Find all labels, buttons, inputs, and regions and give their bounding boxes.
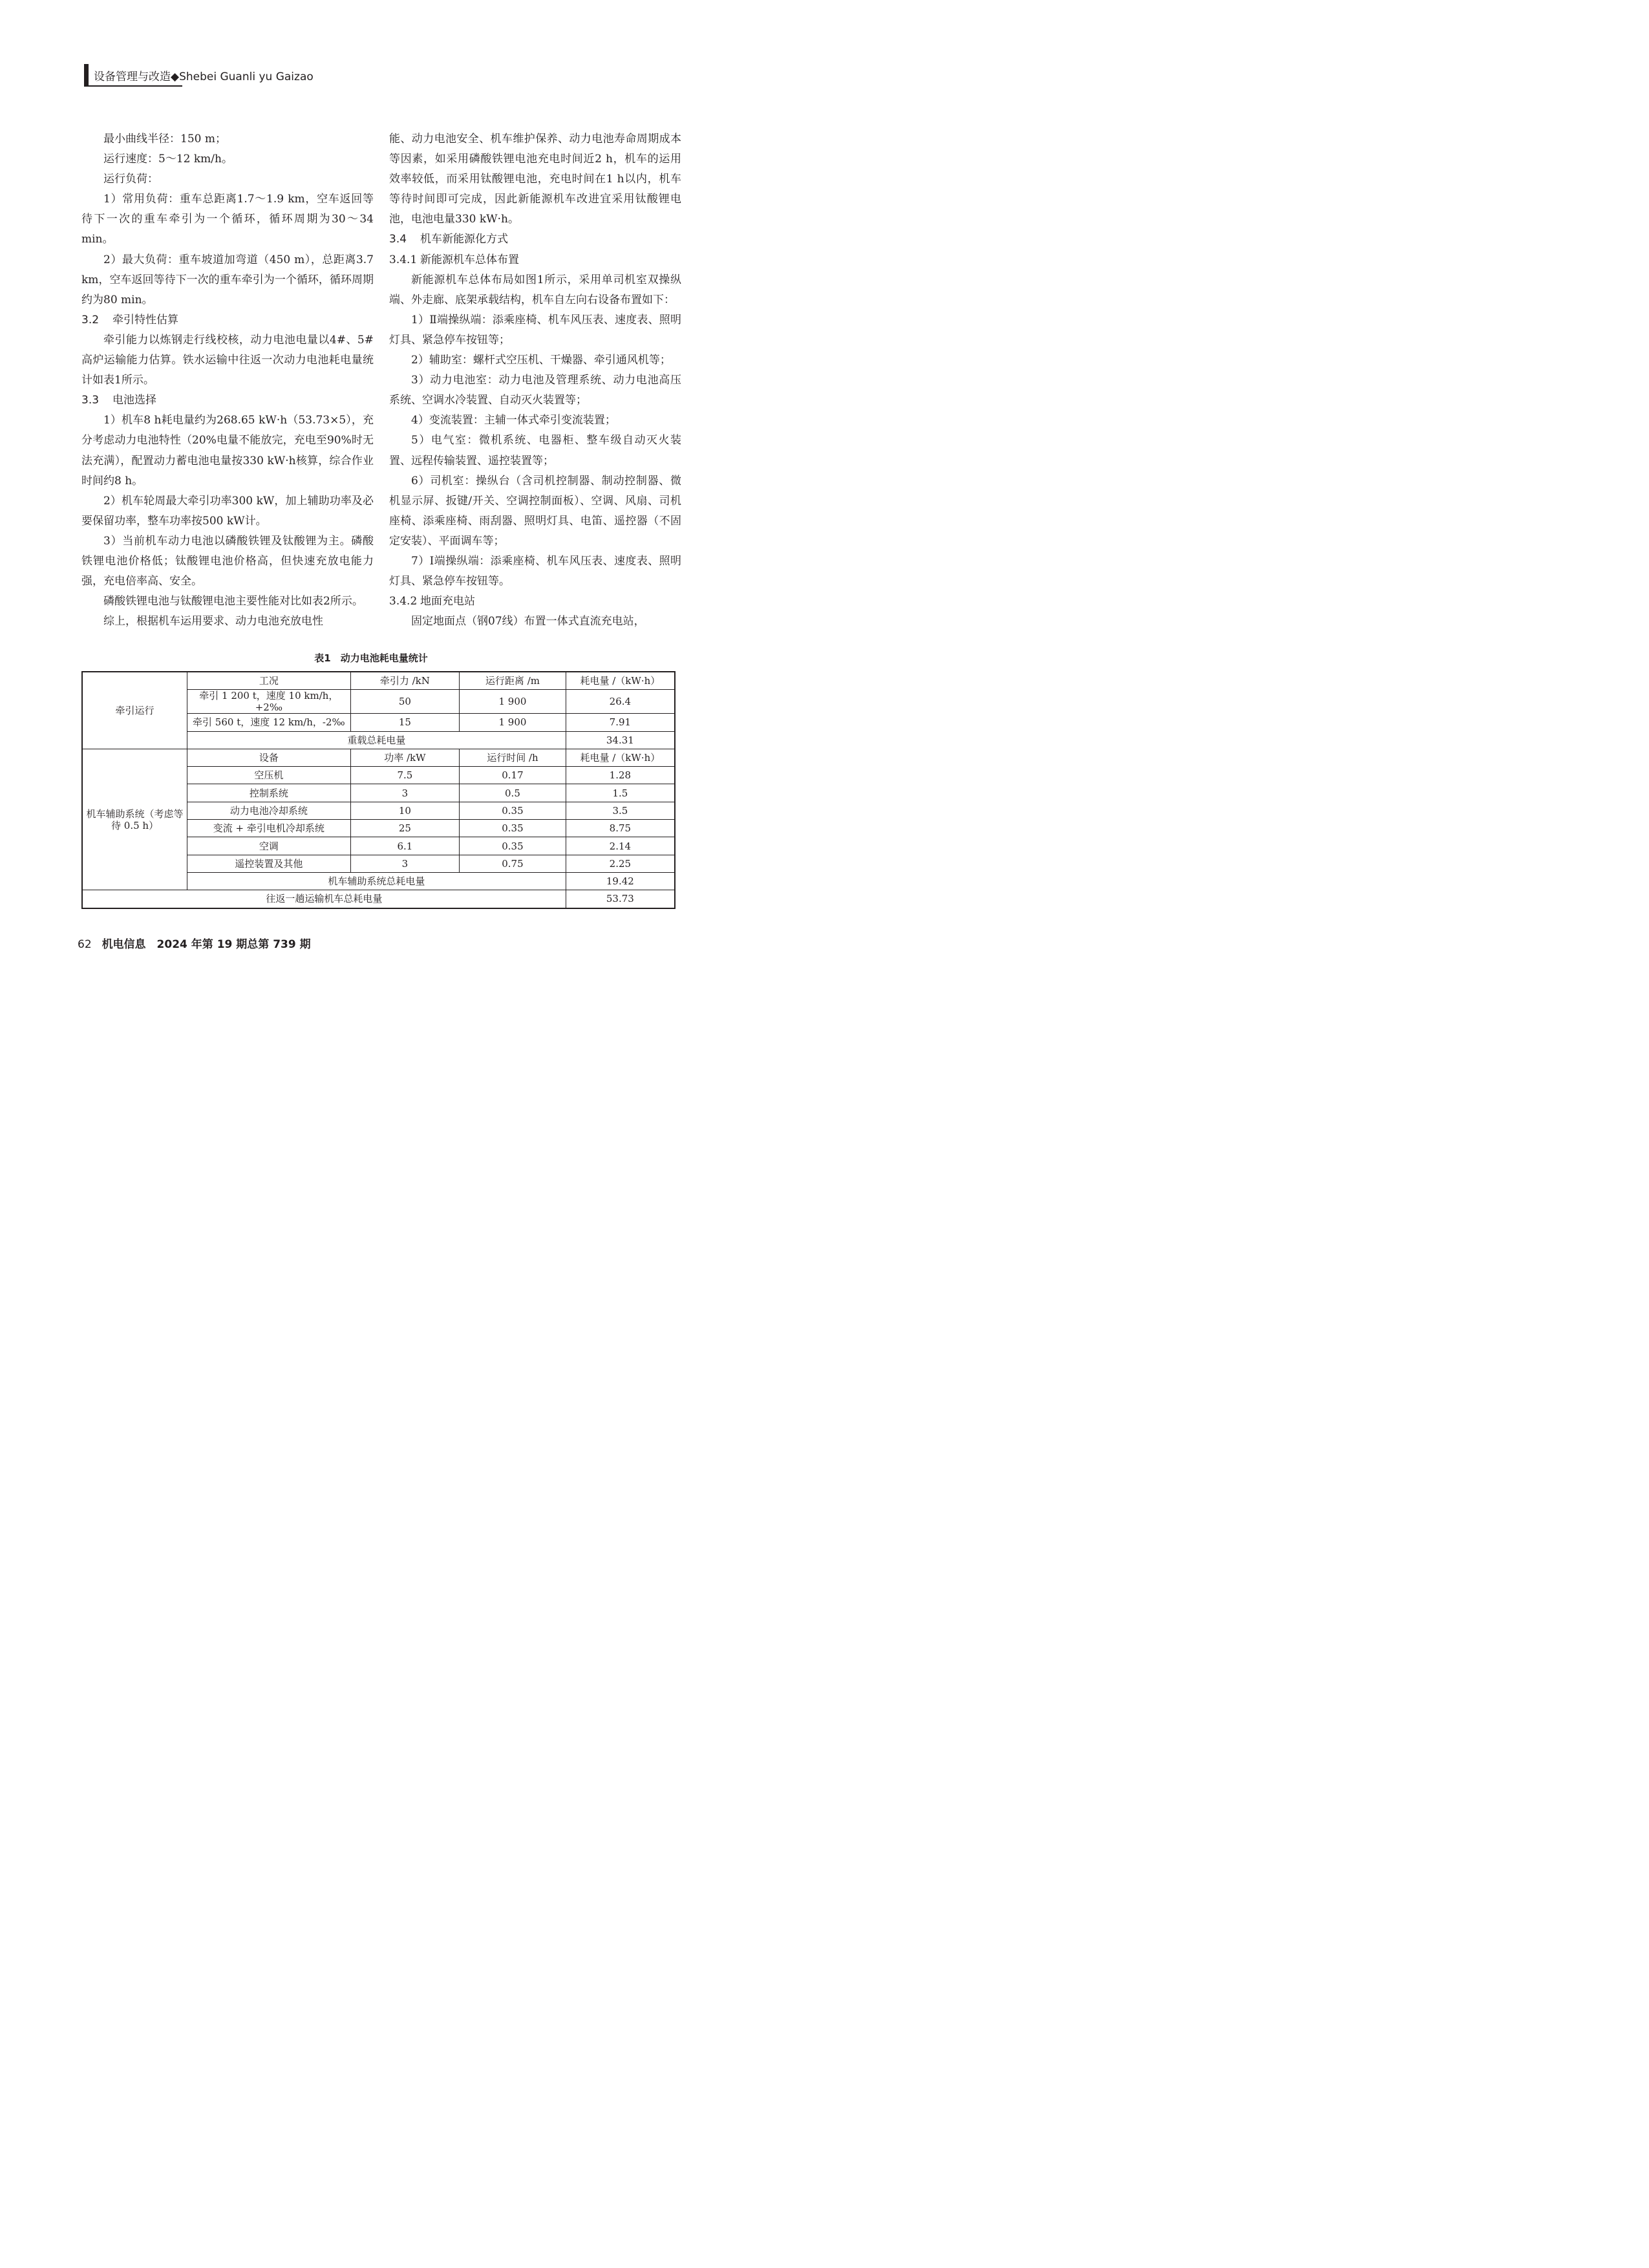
heading-number: 3.4.2	[389, 595, 418, 608]
header-text: 设备管理与改造◆Shebei Guanli yu Gaizao	[94, 70, 314, 83]
heading-number: 3.2	[81, 313, 100, 326]
column-header-cell: 运行时间 /h	[460, 749, 566, 766]
table-cell: 0.17	[460, 767, 566, 784]
section-heading	[81, 390, 374, 411]
table-cell: 3	[350, 855, 460, 872]
subtotal-label-cell: 机车辅助系统总耗电量	[187, 872, 566, 890]
table-cell: 0.35	[460, 837, 566, 855]
table1-caption: 表1 动力电池耗电量统计	[314, 652, 428, 664]
table-cell: 牵引 560 t，速度 12 km/h，-2‰	[187, 714, 350, 731]
table-cell: 牵引 1 200 t，速度 10 km/h，+2‰	[187, 690, 350, 714]
paragraph: 3）动力电池室：动力电池及管理系统、动力电池高压系统、空调水冷装置、自动灭火装置等；	[389, 374, 681, 407]
column-header-cell: 工况	[187, 672, 350, 690]
grand-total-value-cell: 53.73	[566, 890, 675, 908]
paragraph: 能、动力电池安全、机车维护保养、动力电池寿命周期成本等因素，如采用磷酸铁锂电池充电时间近2 h，机车的运用效率较低，而采用钛酸锂电池，充电时间在1 h以内，机车等待时间即可完成，因此新能源机车改进宜采用钛酸锂电池，电池电量330 kW·h。	[389, 133, 681, 226]
paragraph: 6）司机室：操纵台（含司机控制器、制动控制器、微机显示屏、扳键/开关、空调控制面板）、空调、风扇、司机座椅、添乘座椅、雨刮器、照明灯具、电笛、遥控器（不固定安装）、平面调车等；	[389, 474, 681, 548]
heading-text: 牵引特性估算	[112, 313, 178, 326]
paragraph: 新能源机车总体布局如图1所示，采用单司机室双操纵端、外走廊、底架承载结构，机车自左向右设备布置如下：	[389, 273, 681, 306]
page-number: 62	[78, 938, 92, 951]
table-cell: 25	[350, 820, 460, 837]
heading-number: 3.4	[389, 233, 407, 246]
heading-text: 机车新能源化方式	[420, 233, 508, 246]
left-column	[81, 129, 374, 632]
table-cell: 1 900	[460, 714, 566, 731]
table-cell: 0.75	[460, 855, 566, 872]
column-header-cell: 运行距离 /m	[460, 672, 566, 690]
group-label-cell: 机车辅助系统（考虑等待 0.5 h）	[82, 749, 187, 890]
column-header-cell: 耗电量 /（kW·h）	[566, 672, 675, 690]
table-cell: 0.5	[460, 784, 566, 802]
table-cell: 2.14	[566, 837, 675, 855]
table-cell: 50	[350, 690, 460, 714]
heading-number: 3.3	[81, 394, 100, 407]
paragraph: 牵引能力以炼钢走行线校核，动力电池电量以4#、5#高炉运输能力估算。铁水运输中往返一次动力电池耗电量统计如表1所示。	[81, 333, 374, 387]
heading-text: 地面充电站	[420, 595, 475, 608]
table-cell: 26.4	[566, 690, 675, 714]
table-cell: 7.91	[566, 714, 675, 731]
paragraph: 1）Ⅱ端操纵端：添乘座椅、机车风压表、速度表、照明灯具、紧急停车按钮等；	[389, 313, 681, 347]
table-cell: 15	[350, 714, 460, 731]
table-cell: 1 900	[460, 690, 566, 714]
running-header	[84, 63, 314, 87]
column-header-cell: 功率 /kW	[350, 749, 460, 766]
journal-info: 机电信息 2024 年第 19 期总第 739 期	[101, 938, 311, 951]
table-cell: 7.5	[350, 767, 460, 784]
header-underline	[84, 85, 182, 87]
table-cell: 遥控装置及其他	[187, 855, 350, 872]
subtotal-value-cell: 34.31	[566, 731, 675, 749]
table-cell: 0.35	[460, 802, 566, 819]
table-cell: 控制系统	[187, 784, 350, 802]
paragraph: 5）电气室：微机系统、电器柜、整车级自动灭火装置、远程传输装置、遥控装置等；	[389, 434, 681, 467]
group-label-cell: 牵引运行	[82, 672, 187, 749]
table-cell: 变流 + 牵引电机冷却系统	[187, 820, 350, 837]
section-heading	[81, 310, 374, 330]
table-cell: 1.5	[566, 784, 675, 802]
table-cell: 3.5	[566, 802, 675, 819]
table-cell: 0.35	[460, 820, 566, 837]
table-cell: 2.25	[566, 855, 675, 872]
subtotal-value-cell: 19.42	[566, 872, 675, 890]
paragraph: 磷酸铁锂电池与钛酸锂电池主要性能对比如表2所示。	[103, 595, 363, 608]
right-column	[389, 129, 681, 632]
paragraph: 4）变流装置：主辅一体式牵引变流装置；	[411, 414, 616, 427]
header-bar	[84, 64, 89, 86]
column-header-cell: 牵引力 /kN	[350, 672, 460, 690]
table-cell: 3	[350, 784, 460, 802]
column-header-cell: 耗电量 /（kW·h）	[566, 749, 675, 766]
section-heading	[389, 230, 681, 250]
grand-total-label-cell: 往返一趟运输机车总耗电量	[82, 890, 566, 908]
paragraph: 2）机车轮周最大牵引功率300 kW，加上辅助功率及必要保留功率，整车功率按500 kW计。	[81, 494, 374, 528]
paragraph: 综上，根据机车运用要求、动力电池充放电性	[103, 615, 323, 628]
paragraph: 固定地面点（钢07线）布置一体式直流充电站，	[411, 615, 645, 628]
heading-text: 电池选择	[112, 394, 156, 407]
paragraph: 1）机车8 h耗电量约为268.65 kW·h（53.73×5），充分考虑动力电池特性（20%电量不能放完，充电至90%时无法充满），配置动力蓄电池电量按330 kW·h核算，综合作业时间约8 h。	[81, 414, 374, 487]
table-cell: 10	[350, 802, 460, 819]
heading-number: 3.4.1	[389, 253, 418, 266]
subtotal-label-cell: 重载总耗电量	[187, 731, 566, 749]
subsection-heading	[389, 592, 681, 612]
table-grand-total-row	[82, 890, 675, 908]
paragraph: 运行速度：5～12 km/h。	[103, 153, 233, 166]
table-header-row	[82, 749, 675, 766]
table-cell: 6.1	[350, 837, 460, 855]
table-cell: 空压机	[187, 767, 350, 784]
table-cell: 1.28	[566, 767, 675, 784]
heading-text: 新能源机车总体布置	[420, 253, 519, 266]
paragraph: 7）Ⅰ端操纵端：添乘座椅、机车风压表、速度表、照明灯具、紧急停车按钮等。	[389, 554, 681, 588]
paragraph: 最小曲线半径：150 m；	[103, 133, 226, 145]
paragraph: 运行负荷：	[103, 173, 158, 186]
paragraph: 3）当前机车动力电池以磷酸铁锂及钛酸锂为主。磷酸铁锂电池价格低；钛酸锂电池价格高，但快速充放电能力强，充电倍率高、安全。	[81, 534, 374, 588]
column-header-cell: 设备	[187, 749, 350, 766]
table-cell: 空调	[187, 837, 350, 855]
paragraph: 2）辅助室：螺杆式空压机、干燥器、牵引通风机等；	[411, 354, 671, 367]
subsection-heading	[389, 250, 681, 270]
paragraph: 1）常用负荷：重车总距离1.7～1.9 km，空车返回等待下一次的重车牵引为一个循环，循环周期为30～34 min。	[81, 193, 374, 246]
table-header-row	[82, 672, 675, 690]
table-cell: 8.75	[566, 820, 675, 837]
paragraph: 2）最大负荷：重车坡道加弯道（450 m），总距离3.7 km，空车返回等待下一次的重车牵引为一个循环，循环周期约为80 min。	[81, 253, 374, 306]
table-cell: 动力电池冷却系统	[187, 802, 350, 819]
page-footer	[78, 935, 311, 951]
table1	[81, 671, 676, 909]
